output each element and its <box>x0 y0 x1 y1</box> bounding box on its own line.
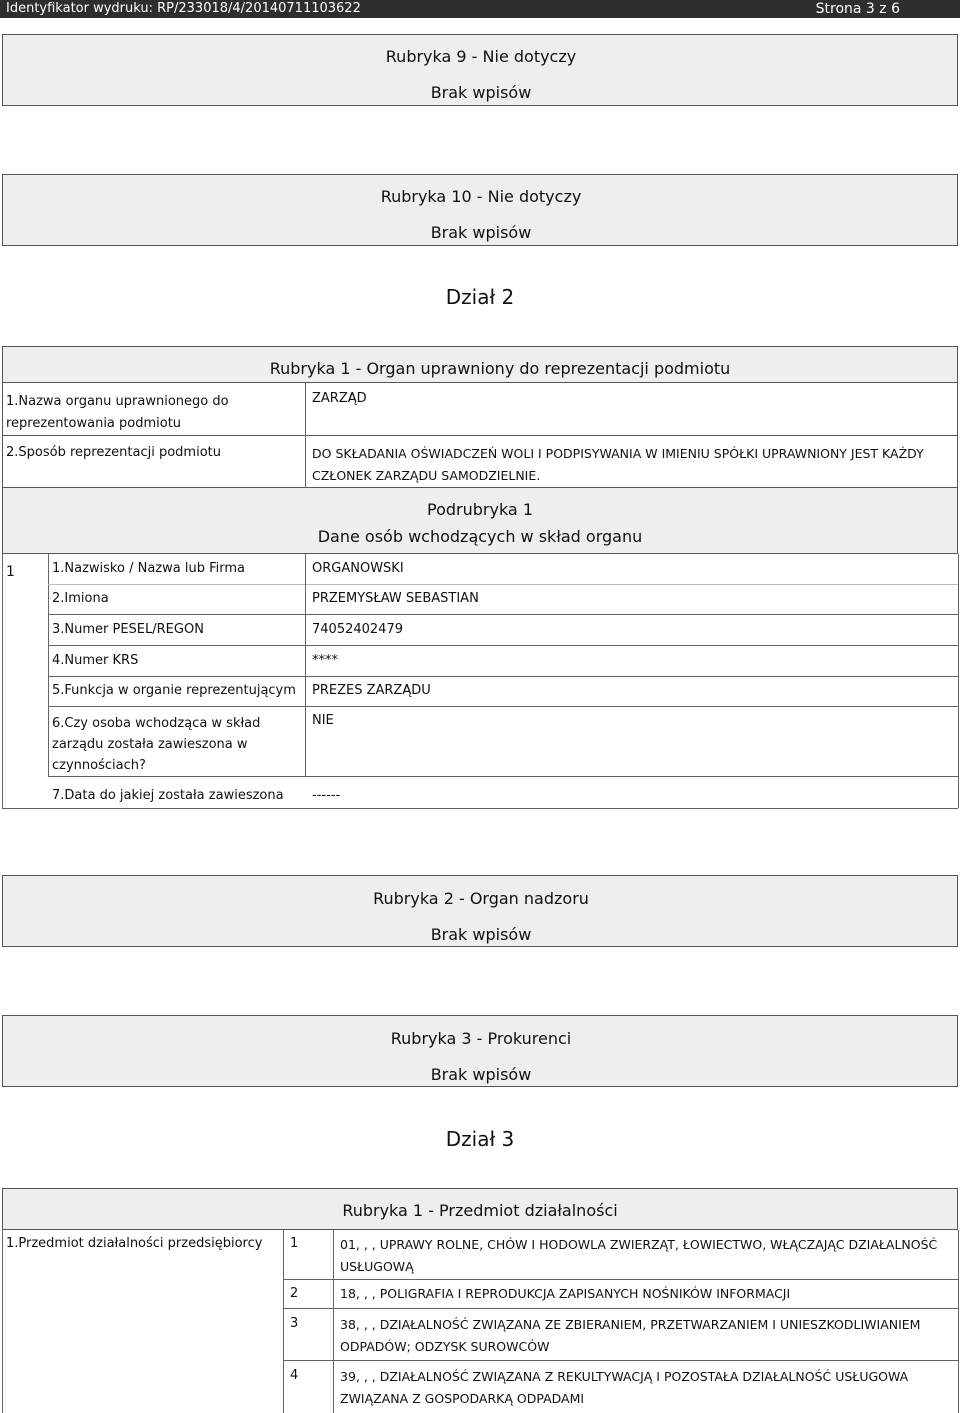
person-field-label: 4.Numer KRS <box>52 653 139 668</box>
organ-name-label: 1.Nazwa organu uprawnionego do reprezentowania podmiotu <box>6 394 229 431</box>
organ-method-label: 2.Sposób reprezentacji podmiotu <box>6 445 221 460</box>
rubryka-10-box <box>2 174 958 246</box>
person-row-line <box>48 776 958 777</box>
przedmiot-title: Rubryka 1 - Przedmiot działalności <box>342 1201 618 1220</box>
przedmiot-left-border <box>2 1230 3 1413</box>
person-field-label: 2.Imiona <box>52 591 109 606</box>
rubryka-2-body: Brak wpisów <box>430 925 532 944</box>
rubryka-3-box <box>2 1015 958 1087</box>
dzial-3-heading: Dział 3 <box>445 1127 515 1151</box>
person-field-label: 6.Czy osoba wchodząca w skład zarządu została zawieszona w czynnościach? <box>52 716 261 773</box>
print-identifier: Identyfikator wydruku: RP/233018/4/20140711103622 <box>6 1 361 16</box>
organ-method-value: DO SKŁADANIA OŚWIADCZEŃ WOLI I PODPISYWANIA W IMIENIU SPÓŁKI UPRAWNIONY JEST KAŻDY CZŁONEK ZARZĄDU SAMODZIELNIE. <box>312 446 924 483</box>
person-row-line <box>48 645 958 646</box>
podrubryka-title: Podrubryka 1 <box>427 500 533 519</box>
person-number-col-border <box>48 554 49 776</box>
person-row-line <box>48 706 958 707</box>
person-field-value: 74052402479 <box>312 622 403 637</box>
print-header <box>0 0 960 18</box>
przedmiot-no-col-border <box>283 1230 284 1413</box>
person-row-number: 1 <box>6 564 15 580</box>
organ-col-divider <box>305 382 306 488</box>
przedmiot-row-number: 4 <box>290 1368 299 1383</box>
person-row-line <box>48 584 958 585</box>
person-value-col-border <box>305 554 306 776</box>
person-field-label: 7.Data do jakiej została zawieszona <box>52 788 284 803</box>
page-number: Strona 3 z 6 <box>815 1 900 17</box>
person-field-value: NIE <box>312 713 334 728</box>
podrubryka-subtitle: Dane osób wchodzących w skład organu <box>317 527 643 546</box>
person-field-label: 1.Nazwisko / Nazwa lub Firma <box>52 561 245 576</box>
person-left-border <box>2 554 3 808</box>
przedmiot-row-number: 3 <box>290 1316 299 1331</box>
rubryka-2-title: Rubryka 2 - Organ nadzoru <box>373 889 589 908</box>
rubryka-10-body: Brak wpisów <box>430 223 532 242</box>
person-field-label: 3.Numer PESEL/REGON <box>52 622 204 637</box>
person-right-border <box>958 554 959 808</box>
przedmiot-text-col-border <box>333 1230 334 1413</box>
przedmiot-row-text: 18, , , POLIGRAFIA I REPRODUKCJA ZAPISANYCH NOŚNIKÓW INFORMACJI <box>340 1286 791 1301</box>
przedmiot-row-number: 2 <box>290 1286 299 1301</box>
przedmiot-row-line <box>283 1279 958 1280</box>
przedmiot-row-line <box>283 1360 958 1361</box>
person-field-value: PREZES ZARZĄDU <box>312 683 431 698</box>
dzial-2-heading: Dział 2 <box>445 285 515 309</box>
rubryka-9-box <box>2 34 958 106</box>
rubryka-9-title: Rubryka 9 - Nie dotyczy <box>385 47 577 66</box>
person-row-line <box>48 676 958 677</box>
rubryka-3-body: Brak wpisów <box>430 1065 532 1084</box>
rubryka-2-box <box>2 875 958 947</box>
person-field-value: PRZEMYSŁAW SEBASTIAN <box>312 591 479 606</box>
person-field-value: **** <box>312 653 338 668</box>
rubryka-10-title: Rubryka 10 - Nie dotyczy <box>380 187 582 206</box>
przedmiot-row-text: 38, , , DZIAŁALNOŚĆ ZWIĄZANA ZE ZBIERANIEM, PRZETWARZANIEM I UNIESZKODLIWIANIEM ODPADÓW; ODZYSK SUROWCÓW <box>340 1317 921 1354</box>
person-field-value: ORGANOWSKI <box>312 561 404 576</box>
person-row-line <box>48 614 958 615</box>
przedmiot-row-line <box>283 1308 958 1309</box>
przedmiot-row-text: 39, , , DZIAŁALNOŚĆ ZWIĄZANA Z REKULTYWACJĄ I POZOSTAŁA DZIAŁALNOŚĆ USŁUGOWA ZWIĄZANA Z GOSPODARKĄ ODPADAMI <box>340 1369 909 1406</box>
person-field-label: 5.Funkcja w organie reprezentującym <box>52 683 296 698</box>
organ-title: Rubryka 1 - Organ uprawniony do reprezentacji podmiotu <box>269 359 731 378</box>
person-row-line <box>2 808 958 809</box>
przedmiot-row-number: 1 <box>290 1236 299 1251</box>
organ-name-value: ZARZĄD <box>312 391 367 406</box>
przedmiot-label: 1.Przedmiot działalności przedsiębiorcy <box>6 1236 263 1251</box>
przedmiot-right-border <box>958 1230 959 1413</box>
rubryka-9-body: Brak wpisów <box>430 83 532 102</box>
person-field-value: ------ <box>312 788 341 803</box>
przedmiot-row-text: 01, , , UPRAWY ROLNE, CHÓW I HODOWLA ZWIERZĄT, ŁOWIECTWO, WŁĄCZAJĄC DZIAŁALNOŚĆ USŁUGOWĄ <box>340 1237 938 1274</box>
rubryka-3-title: Rubryka 3 - Prokurenci <box>390 1029 572 1048</box>
